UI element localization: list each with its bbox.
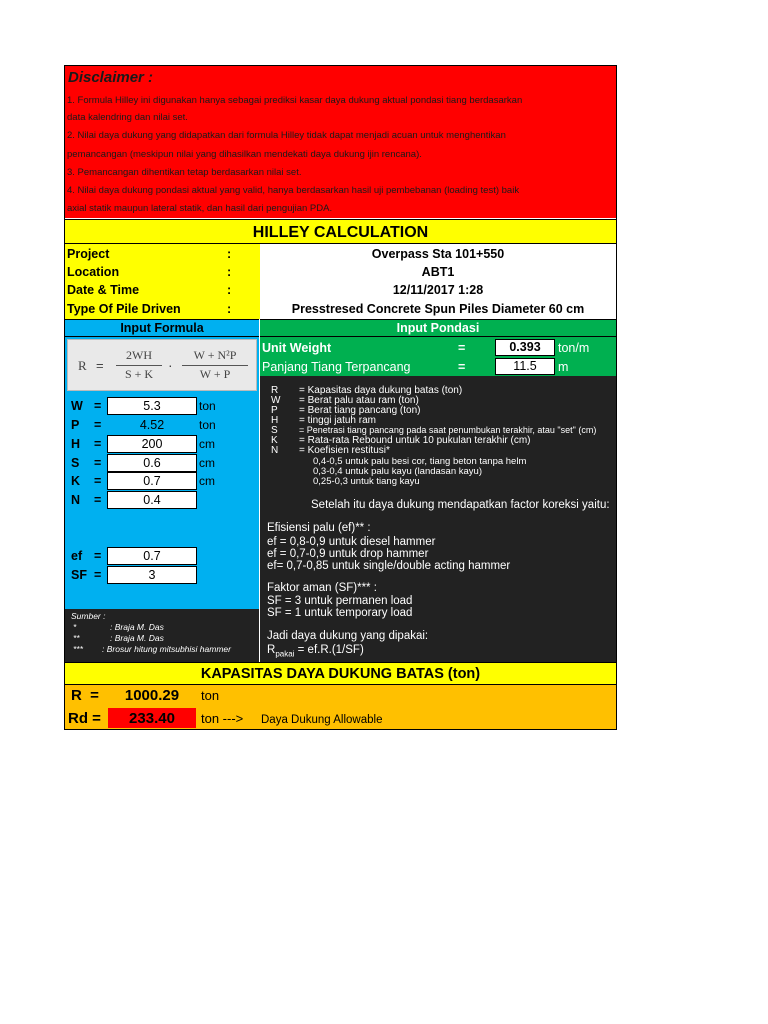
source-mark: *** — [73, 644, 83, 654]
pile-type-colon: : — [227, 302, 232, 316]
param-k-unit: cm — [199, 474, 215, 488]
legend-text: = Kapasitas daya dukung batas (ton) — [299, 385, 463, 396]
calculation-sheet — [64, 65, 617, 730]
factor-sf-eq: = — [94, 568, 102, 582]
date-time-colon: : — [227, 283, 232, 297]
param-h-input[interactable]: 200 — [107, 435, 197, 453]
param-p-label: P — [71, 418, 80, 432]
legend-text: = Penetrasi tiang pancang pada saat penumbukan terakhir, atau "set" (cm) — [299, 425, 597, 435]
ef-value: ef = 0,8-0,9 untuk diesel hammer — [267, 536, 436, 548]
sources-title: Sumber : — [71, 611, 106, 621]
correction-note: Setelah itu daya dukung mendapatkan factor koreksi yaitu: — [311, 499, 610, 511]
param-w-unit: ton — [199, 399, 216, 413]
legend-symbol: H — [271, 415, 279, 426]
r-unit: ton — [201, 688, 220, 703]
disclaimer-line: pemancangan (meskipun nilai yang dihasilkan mendekati daya dukung ijin rencana). — [67, 149, 422, 160]
rd-unit: ton ---> — [201, 711, 244, 726]
legend-text: = Berat tiang pancang (ton) — [299, 405, 421, 416]
date-time-label: Date & Time — [67, 283, 140, 297]
input-pondasi-header: Input Pondasi — [260, 320, 616, 337]
ef-value: ef= 0,7-0,85 untuk single/double acting hammer — [267, 560, 511, 572]
param-k-input[interactable]: 0.7 — [107, 472, 197, 490]
unit-weight-label: Unit Weight — [262, 341, 332, 355]
restitution-value: 0,4-0,5 untuk palu besi cor, tiang beton tanpa helm — [313, 456, 527, 467]
legend-text: = Rata-rata Rebound untuk 10 pukulan terakhir (cm) — [299, 435, 531, 446]
final-formula: $R_{pakai} = ef.R.(1/SF)$ — [267, 644, 364, 659]
restitution-value: 0,25-0,3 untuk tiang kayu — [313, 476, 420, 487]
pile-length-eq: = — [458, 360, 466, 374]
r-label: R = — [71, 687, 99, 704]
disclaimer-line: data kalendring dan nilai set. — [67, 112, 188, 123]
final-note: Jadi daya dukung yang dipakai: — [267, 630, 429, 642]
param-h-eq: = — [94, 437, 102, 451]
param-h-label: H — [71, 437, 81, 451]
param-w-eq: = — [94, 399, 102, 413]
param-w-input[interactable]: 5.3 — [107, 397, 197, 415]
source-text: : Brosur hitung mitsubhisi hammer — [102, 644, 231, 654]
unit-weight-unit: ton/m — [558, 341, 590, 355]
legend-symbol: S — [271, 425, 278, 436]
factor-ef-input[interactable]: 0.7 — [107, 547, 197, 565]
param-k-eq: = — [94, 474, 102, 488]
date-time-value: 12/11/2017 1:28 — [392, 283, 484, 297]
legend-text: = Koefisien restitusi* — [299, 445, 390, 456]
legend-symbol: P — [271, 405, 278, 416]
rd-note: Daya Dukung Allowable — [261, 714, 383, 726]
pile-length-input[interactable]: 11.5 — [495, 358, 555, 375]
legend-text: = Berat palu atau ram (ton) — [299, 395, 419, 406]
rd-value: 233.40 — [129, 710, 175, 727]
location-value: ABT1 — [421, 265, 455, 279]
input-formula-header: Input Formula — [65, 320, 259, 337]
pile-type-value: Presstresed Concrete Spun Piles Diameter 60 cm — [291, 302, 585, 316]
factor-ef-label: ef — [71, 549, 83, 563]
source-text: : Braja M. Das — [110, 622, 164, 632]
ef-title: Efisiensi palu (ef)** : — [267, 522, 371, 534]
legend-symbol: W — [271, 395, 281, 406]
disclaimer-line: 1. Formula Hilley ini digunakan hanya sebagai prediksi kasar daya dukung aktual pondasi tiang berdasarkan — [67, 95, 523, 106]
ef-value: ef = 0,7-0,9 untuk drop hammer — [267, 548, 429, 560]
unit-weight-eq: = — [458, 341, 466, 355]
param-s-unit: cm — [199, 456, 215, 470]
unit-weight-input[interactable]: 0.393 — [495, 339, 555, 356]
sf-title: Faktor aman (SF)*** : — [267, 582, 377, 594]
source-text: : Braja M. Das — [110, 633, 164, 643]
disclaimer-line: axial statik maupun lateral statik, dan hasil dari pengujian PDA. — [67, 203, 333, 214]
r-value: 1000.29 — [124, 687, 180, 704]
pile-length-unit: m — [558, 360, 569, 374]
rd-label: Rd = — [68, 710, 101, 727]
legend-text: = tinggi jatuh ram — [299, 415, 376, 426]
param-p-unit: ton — [199, 418, 216, 432]
sf-value: SF = 1 untuk temporary load — [267, 607, 413, 619]
param-n-label: N — [71, 493, 81, 507]
param-w-label: W — [71, 399, 83, 413]
project-value: Overpass Sta 101+550 — [371, 247, 505, 261]
formula-image: R = 2WH S + K · W + N²P W + P — [67, 339, 257, 391]
pile-type-label: Type Of Pile Driven — [67, 302, 181, 316]
disclaimer-line: 4. Nilai daya dukung pondasi aktual yang valid, hanya berdasarkan hasil uji pembebanan (loading test) baik — [67, 185, 520, 196]
legend-symbol: N — [271, 445, 279, 456]
param-s-input[interactable]: 0.6 — [107, 454, 197, 472]
param-s-eq: = — [94, 456, 102, 470]
disclaimer-panel — [65, 66, 616, 218]
param-s-label: S — [71, 456, 80, 470]
project-colon: : — [227, 247, 232, 261]
project-label: Project — [67, 247, 110, 261]
page-title: HILLEY CALCULATION — [65, 219, 616, 244]
factor-sf-input[interactable]: 3 — [107, 566, 197, 584]
disclaimer-line: 3. Pemancangan dihentikan tetap berdasarkan nilai set. — [67, 167, 302, 178]
param-k-label: K — [71, 474, 81, 488]
location-colon: : — [227, 265, 232, 279]
sf-value: SF = 3 untuk permanen load — [267, 595, 413, 607]
disclaimer-title: Disclaimer : — [68, 69, 154, 86]
source-mark: ** — [73, 633, 80, 643]
legend-symbol: K — [271, 435, 278, 446]
factor-ef-eq: = — [94, 549, 102, 563]
pile-length-label: Panjang Tiang Terpancang — [262, 360, 411, 374]
param-p-eq: = — [94, 418, 102, 432]
param-n-eq: = — [94, 493, 102, 507]
factor-sf-label: SF — [71, 568, 87, 582]
legend-symbol: R — [271, 385, 279, 396]
param-h-unit: cm — [199, 437, 215, 451]
param-n-input[interactable]: 0.4 — [107, 491, 197, 509]
capacity-header: KAPASITAS DAYA DUKUNG BATAS (ton) — [65, 662, 616, 685]
source-mark: * — [73, 622, 77, 632]
param-p-input[interactable]: 4.52 — [139, 418, 165, 432]
disclaimer-line: 2. Nilai daya dukung yang didapatkan dari formula Hilley tidak dapat menjadi acuan untuk menghentikan — [67, 130, 506, 141]
restitution-value: 0,3-0,4 untuk palu kayu (landasan kayu) — [313, 466, 482, 477]
location-label: Location — [67, 265, 120, 279]
